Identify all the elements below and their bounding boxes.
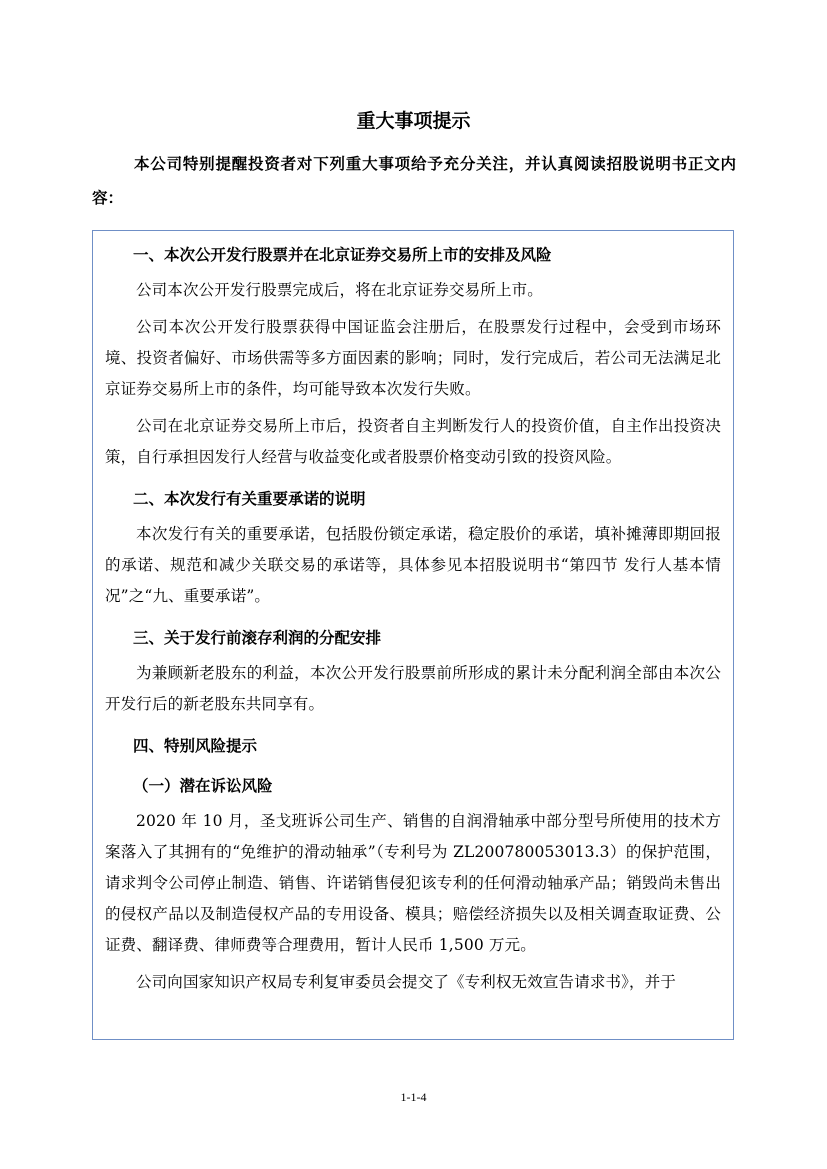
notice-box <box>92 230 734 1040</box>
section-2-paragraph-1: 本次发行有关的重要承诺，包括股份锁定承诺，稳定股价的承诺，填补摊薄即期回报的承诺、规范和减少关联交易的承诺等，具体参见本招股说明书“第四节 发行人基本情况”之“九、重要承诺”。 <box>105 525 721 605</box>
section-heading-2: 二、本次发行有关重要承诺的说明 <box>133 490 366 508</box>
section-1-paragraph-3: 公司在北京证券交易所上市后，投资者自主判断发行人的投资价值，自主作出投资决策，自行承担因发行人经营与收益变化或者股票价格变动引致的投资风险。 <box>105 417 721 466</box>
intro-paragraph: 本公司特别提醒投资者对下列重大事项给予充分关注，并认真阅读招股说明书正文内容： <box>92 155 736 207</box>
section-heading-1: 一、本次公开发行股票并在北京证券交易所上市的安排及风险 <box>133 246 552 264</box>
section-4-subheading: （一）潜在诉讼风险 <box>133 777 273 795</box>
section-3-paragraph-1: 为兼顾新老股东的利益，本次公开发行股票前所形成的累计未分配利润全部由本次公开发行后的新老股东共同享有。 <box>105 664 721 713</box>
document-title: 重大事项提示 <box>356 110 471 132</box>
page-number: 1-1-4 <box>400 1090 427 1104</box>
section-4-paragraph-1: 2020 年 10 月，圣戈班诉公司生产、销售的自润滑轴承中部分型号所使用的技术方案落入了其拥有的“免维护的滑动轴承”（专利号为 ZL200780053013.3）的保护范围，请求判令公司停止制造、销售、许诺销售侵犯该专利的任何滑动轴承产品；销毁尚未售出的侵权产品以及制造侵权产品的专用设备、模具；赔偿经济损失以及相关调查取证费、公证费、翻译费、律师费等合理费用，暂计人民币 1,500 万元。 <box>105 812 721 954</box>
section-heading-3: 三、关于发行前滚存利润的分配安排 <box>133 629 382 647</box>
section-4-paragraph-2: 公司向国家知识产权局专利复审委员会提交了《专利权无效宣告请求书》，并于 <box>136 973 677 991</box>
section-1-paragraph-2: 公司本次公开发行股票获得中国证监会注册后，在股票发行过程中，会受到市场环境、投资者偏好、市场供需等多方面因素的影响；同时，发行完成后，若公司无法满足北京证券交易所上市的条件，均可能导致本次发行失败。 <box>105 318 721 398</box>
section-heading-4: 四、特别风险提示 <box>133 737 258 755</box>
section-1-paragraph-1: 公司本次公开发行股票完成后，将在北京证券交易所上市。 <box>136 281 543 299</box>
